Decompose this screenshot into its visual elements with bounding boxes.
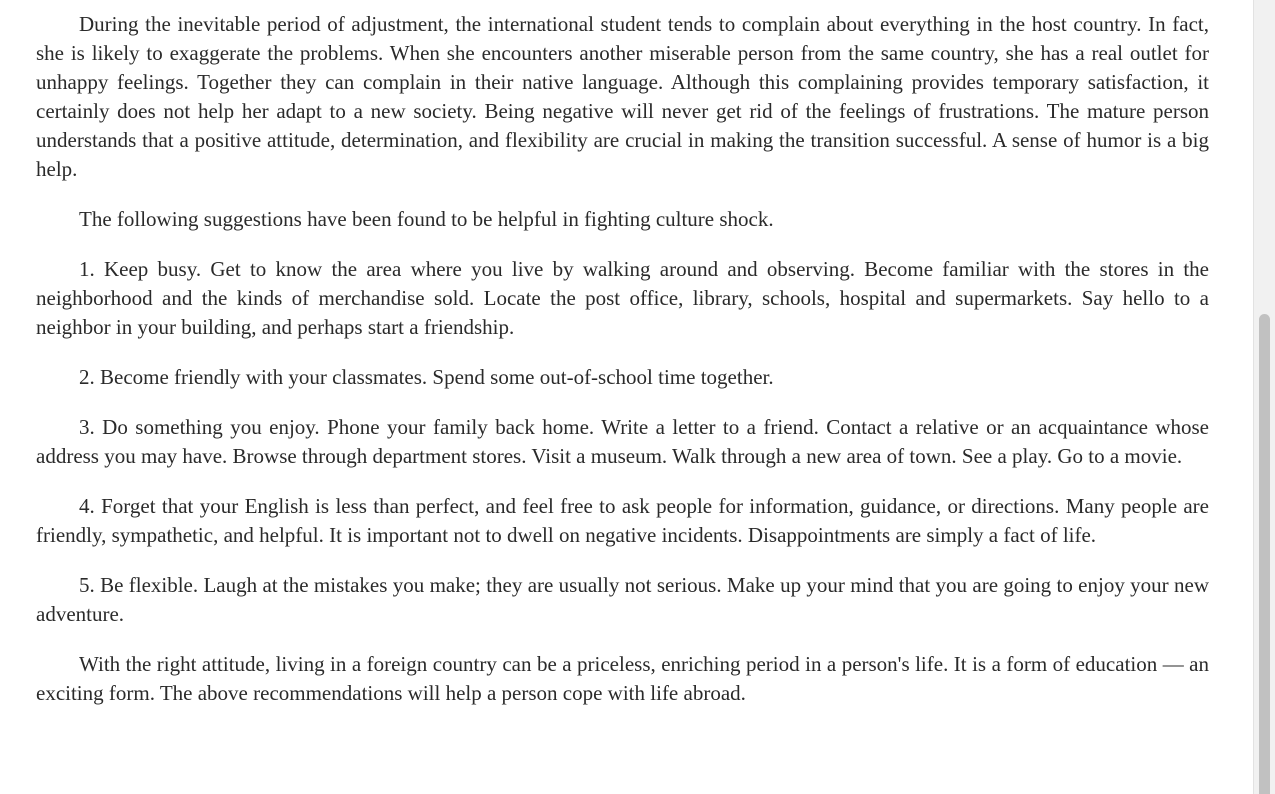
article-body bbox=[36, 10, 1209, 729]
paragraph-conclusion: With the right attitude, living in a foreign country can be a priceless, enriching period in a person's life. It is a form of education — an exciting form. The above recommendations will help a person cope with life abroad. bbox=[36, 652, 1209, 705]
paragraph-suggestion-5: 5. Be flexible. Laugh at the mistakes you make; they are usually not serious. Make up your mind that you are going to enjoy your new adventure. bbox=[36, 573, 1209, 626]
paragraph-suggestion-4: 4. Forget that your English is less than perfect, and feel free to ask people for information, guidance, or directions. Many people are friendly, sympathetic, and helpful. It is important not to dwell on negative incidents. Disappointments are simply a fact of life. bbox=[36, 494, 1209, 547]
paragraph-suggestion-2: 2. Become friendly with your classmates. Spend some out-of-school time together. bbox=[79, 365, 774, 389]
vertical-scrollbar[interactable] bbox=[1253, 0, 1275, 794]
paragraph-suggestions-intro: The following suggestions have been found to be helpful in fighting culture shock. bbox=[79, 207, 774, 231]
paragraph-suggestion-1: 1. Keep busy. Get to know the area where you live by walking around and observing. Become familiar with the stores in the neighborhood and the kinds of merchandise sold. Locate the post office, library, schools, hospital and supermarkets. Say hello to a neighbor in your building, and perhaps start a friendship. bbox=[36, 257, 1209, 339]
scrollbar-thumb[interactable] bbox=[1259, 314, 1270, 794]
paragraph-adjustment: During the inevitable period of adjustment, the international student tends to complain about everything in the host country. In fact, she is likely to exaggerate the problems. When she encounters another miserable person from the same country, she has a real outlet for unhappy feelings. Together they can complain in their native language. Although this complaining provides temporary satisfaction, it certainly does not help her adapt to a new society. Being negative will never get rid of the feelings of frustrations. The mature person understands that a positive attitude, determination, and flexibility are crucial in making the transition successful. A sense of humor is a big help. bbox=[36, 12, 1209, 181]
paragraph-suggestion-3: 3. Do something you enjoy. Phone your family back home. Write a letter to a friend. Contact a relative or an acquaintance whose address you may have. Browse through department stores. Visit a museum. Walk through a new area of town. See a play. Go to a movie. bbox=[36, 415, 1209, 468]
